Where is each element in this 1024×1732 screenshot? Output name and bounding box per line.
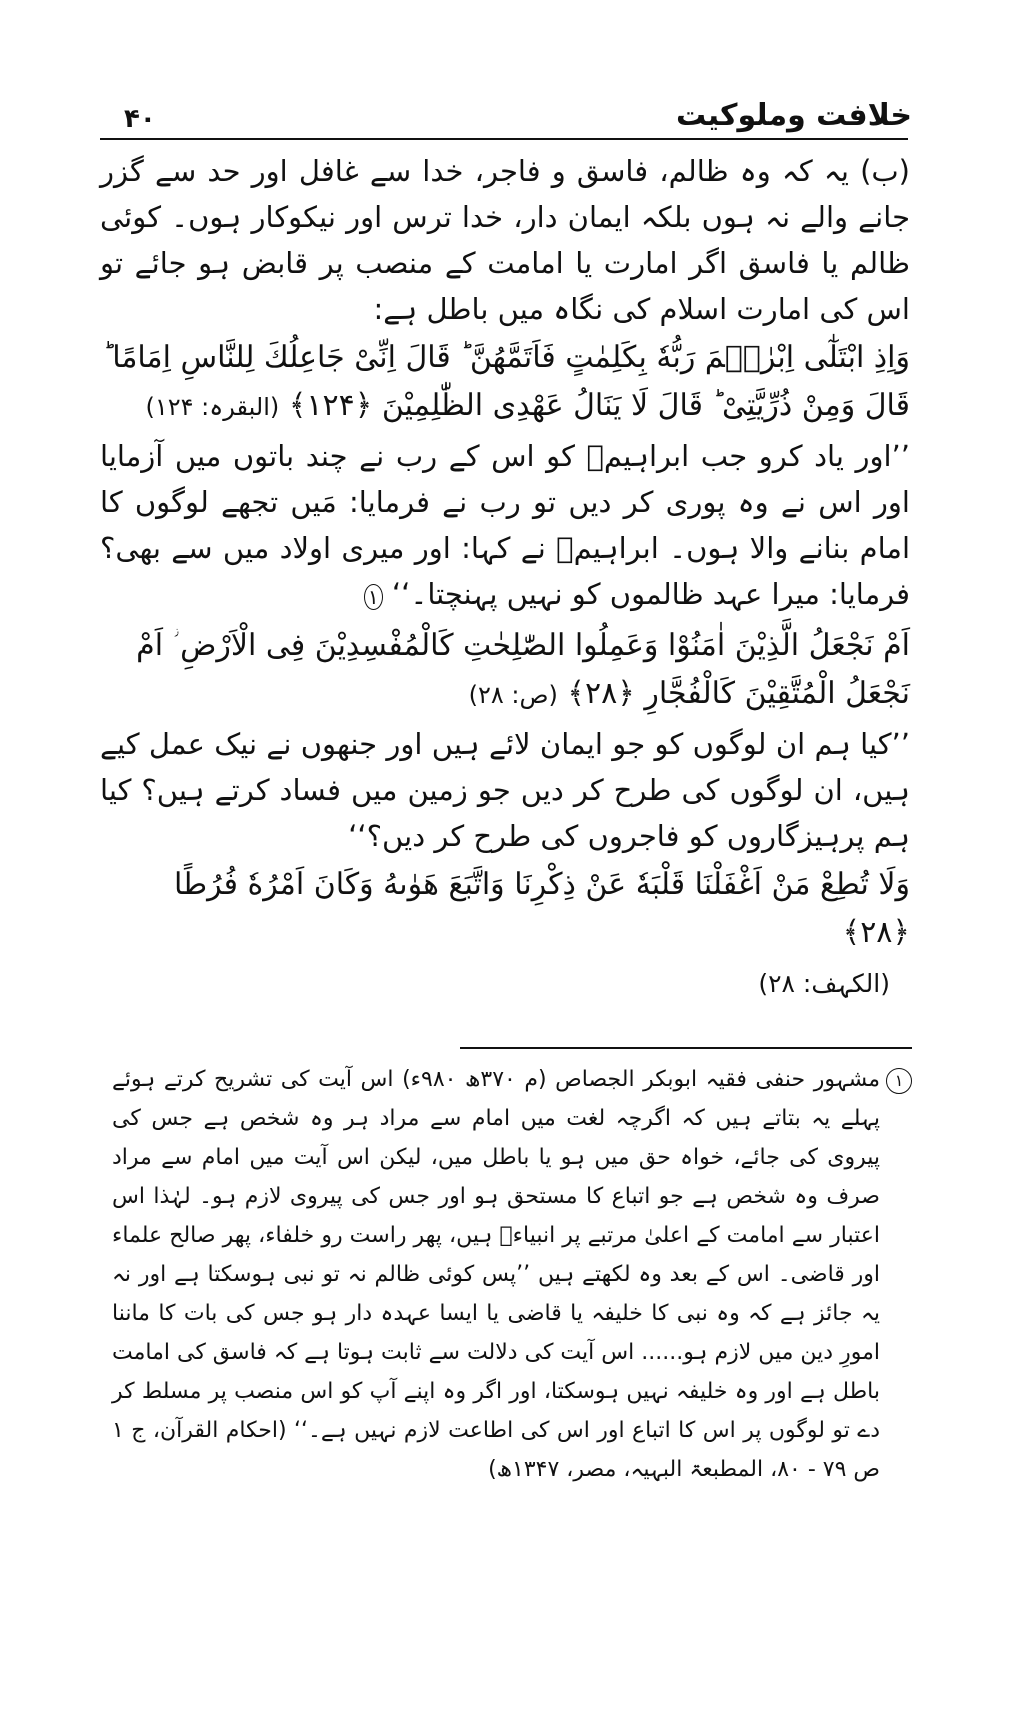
verse-line: وَاِذِ ابْتَلٰٓی اِبْرٰھٖمَ رَبُّهٗ بِكَلِمٰتٍ فَاَتَمَّهُنَّ ؕ قَالَ اِنِّیْ جَاعِلُكَ لِلنَّاسِ اِمَامًا ؕ bbox=[102, 340, 910, 375]
footnote-number: ۱ bbox=[886, 1068, 912, 1094]
verse-reference: (ص: ۲۸) bbox=[468, 681, 558, 709]
page-header bbox=[100, 92, 912, 138]
verse-reference: (البقرہ: ۱۲۴) bbox=[145, 393, 280, 421]
translation-baqarah bbox=[100, 433, 910, 620]
translation-sad: ’’کیا ہم ان لوگوں کو جو ایمان لائے ہیں اور جنھوں نے نیک عمل کیے ہیں، ان لوگوں کی طرح کر دیں جو زمین میں فساد کرتے ہیں؟ کیا ہم پرہیزگاروں کو فاجروں کی طرح کر دیں؟‘‘ bbox=[100, 727, 910, 853]
verse-line: اَمْ نَجْعَلُ الَّذِیْنَ اٰمَنُوْا وَعَمِلُوا الصّٰلِحٰتِ كَالْمُفْسِدِیْنَ فِی الْاَرْضِ ؗ اَمْ bbox=[136, 628, 910, 663]
verse-line bbox=[100, 382, 910, 431]
footnote-text: مشہور حنفی فقیہ ابوبکر الجصاص (م ۳۷۰ھ ۹۸۰ء) اس آیت کی تشریح کرتے ہوئے پہلے یہ بتاتے ہیں کہ اگرچہ لغت میں امام سے مراد ہر وہ شخص ہے جس کی پیروی کی جائے، خواہ حق میں ہو یا باطل میں، لیکن اس آیت میں امام سے مراد صرف وہ شخص ہے جو اتباع کا مستحق ہو اور جس کی پیروی لازم ہو۔ لہٰذا اس اعتبار سے امامت کے اعلیٰ مرتبے پر انبیاءؑ ہیں، پھر راست رو خلفاء، پھر صالح علماء اور قاضی۔ اس کے بعد وہ لکھتے ہیں ’’پس کوئی ظالم نہ تو نبی ہوسکتا ہے اور نہ یہ جائز ہے کہ وہ نبی کا خلیفہ یا قاضی یا ایسا عہدہ دار ہو جس کی بات کا ماننا امورِ دین میں لازم ہو...... اس آیت کی دلالت سے ثابت ہوتا ہے کہ فاسق کی امامت باطل ہے اور وہ خلیفہ نہیں ہوسکتا، اور اگر وہ اپنے آپ کو اس منصب پر مسلط کر دے تو لوگوں پر اس کا اتباع اور اس کی اطاعت لازم نہیں ہے۔‘‘ (احکام القرآن، ج ۱ ص ۷۹ - ۸۰، المطبعۃ البہیہ، مصر، ۱۳۴۷ھ) bbox=[112, 1067, 880, 1482]
page-number: ۴۰ bbox=[124, 104, 156, 134]
verse-reference: (الکہف: ۲۸) bbox=[758, 969, 890, 998]
verse-text: قَالَ وَمِنْ ذُرِّیَّتِیْ ؕ قَالَ لَا یَنَالُ عَهْدِی الظّٰلِمِیْنَ ﴿۱۲۴﴾ bbox=[288, 388, 910, 423]
header-divider bbox=[100, 138, 908, 140]
verse-line: وَلَا تُطِعْ مَنْ اَغْفَلْنَا قَلْبَهٗ عَنْ ذِكْرِنَا وَاتَّبَعَ هَوٰىهُ وَكَانَ اَمْرُهٗ فُرُطًا ﴿۲۸﴾ bbox=[174, 867, 910, 950]
main-text bbox=[100, 148, 910, 1009]
verse-text: نَجْعَلُ الْمُتَّقِیْنَ كَالْفُجَّارِ ﴿۲۸﴾ bbox=[567, 676, 910, 711]
quran-verse-kahf bbox=[100, 861, 910, 957]
quran-verse-sad bbox=[100, 622, 910, 719]
translation-text: ’’اور یاد کرو جب ابراہیمؑ کو اس کے رب نے چند باتوں میں آزمایا اور اس نے وہ پوری کر دیں تو رب نے فرمایا: مَیں تجھے لوگوں کا امام بنانے والا ہوں۔ ابراہیمؑ نے کہا: اور میری اولاد میں سے بھی؟ فرمایا: میرا عہد ظالموں کو نہیں پہنچتا۔‘‘ bbox=[100, 439, 910, 611]
paragraph-condition-b: (ب) یہ کہ وہ ظالم، فاسق و فاجر، خدا سے غافل اور حد سے گزر جانے والے نہ ہوں بلکہ ایمان دار، خدا ترس اور نیکوکار ہوں۔ کوئی ظالم یا فاسق اگر امارت یا امامت کے منصب پر قابض ہو جائے تو اس کی امارت اسلام کی نگاہ میں باطل ہے: bbox=[100, 154, 910, 326]
quran-verse-baqarah bbox=[100, 334, 910, 431]
verse-line bbox=[100, 670, 910, 719]
book-title: خلافت وملوکیت bbox=[676, 98, 912, 133]
footnote-divider bbox=[460, 1047, 912, 1049]
footnote-marker: ۱ bbox=[364, 584, 383, 610]
